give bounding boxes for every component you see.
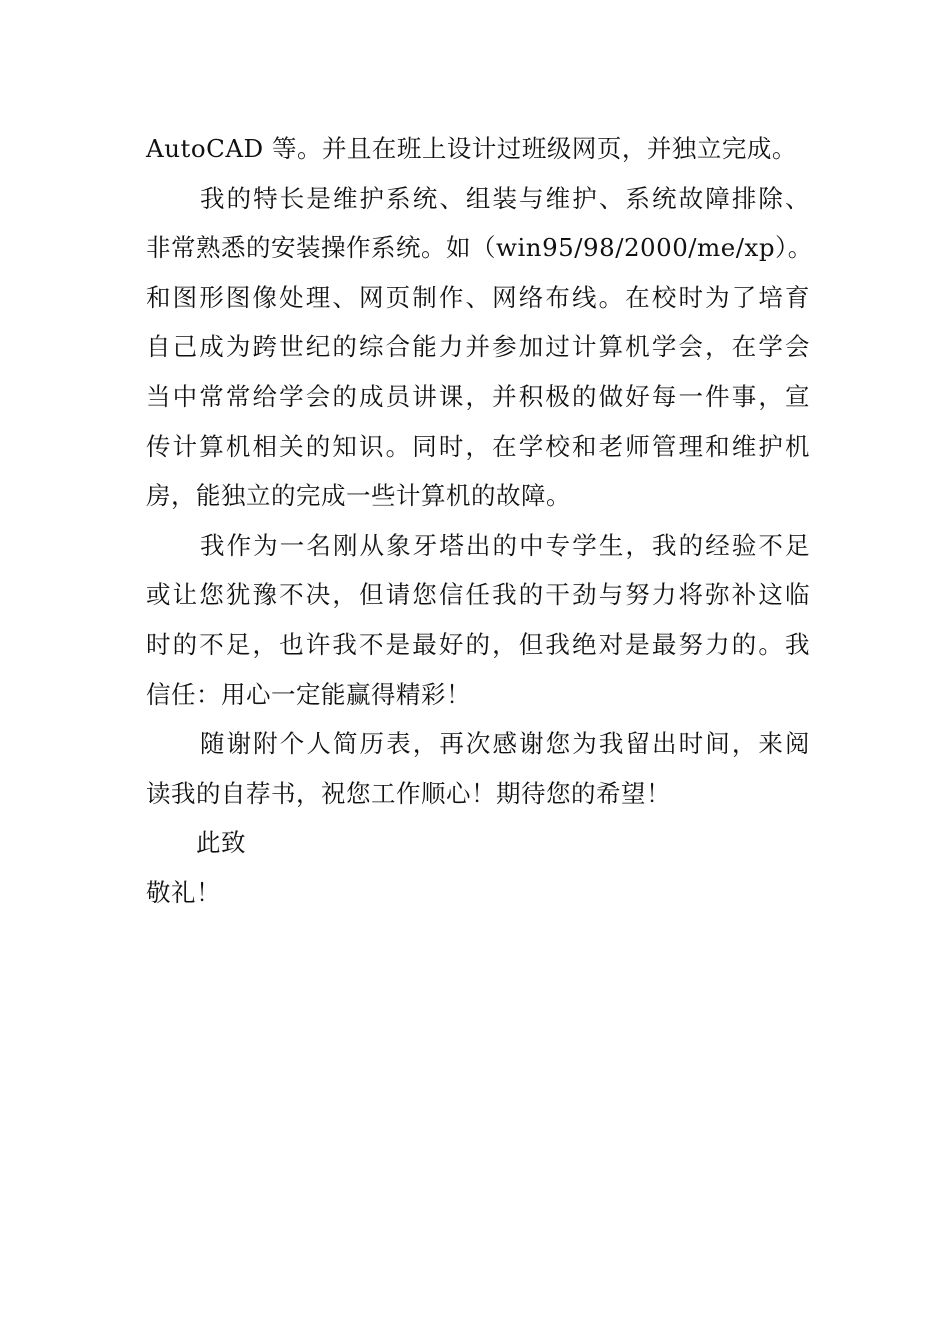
- text-line: 读我的自荐书，祝您工作顺心！期待您的希望！: [146, 778, 671, 808]
- closing-line: 此致: [196, 828, 246, 858]
- text-line: 和图形图像处理、网页制作、网络布线。在校时为了培育: [146, 282, 810, 312]
- text-line: 自己成为跨世纪的综合能力并参加过计算机学会，在学会: [146, 332, 810, 362]
- text-line: 或让您犹豫不决，但请您信任我的干劲与努力将弥补这临: [146, 580, 810, 610]
- text-line: 时的不足，也许我不是最好的，但我绝对是最努力的。我: [146, 629, 810, 659]
- letter-body: [146, 124, 813, 918]
- text-line: 传计算机相关的知识。同时，在学校和老师管理和维护机: [146, 431, 810, 461]
- text-line: AutoCAD 等。并且在班上设计过班级网页，并独立完成。: [146, 134, 797, 163]
- paragraph-start-line: 我的特长是维护系统、组装与维护、系统故障排除、: [200, 183, 810, 213]
- text-line: 当中常常给学会的成员讲课，并积极的做好每一件事，宣: [146, 381, 810, 411]
- paragraph-start-line: 随谢附个人简历表，再次感谢您为我留出时间，来阅: [200, 729, 810, 759]
- salutation-line: 敬礼！: [146, 877, 221, 907]
- paragraph-start-line: 我作为一名刚从象牙塔出的中专学生，我的经验不足: [200, 530, 810, 560]
- text-line: 非常熟悉的安装操作系统。如（win95/98/2000/me/xp）。: [146, 233, 813, 263]
- text-line: 信任：用心一定能赢得精彩！: [146, 679, 471, 709]
- text-line: 房，能独立的完成一些计算机的故障。: [146, 481, 571, 511]
